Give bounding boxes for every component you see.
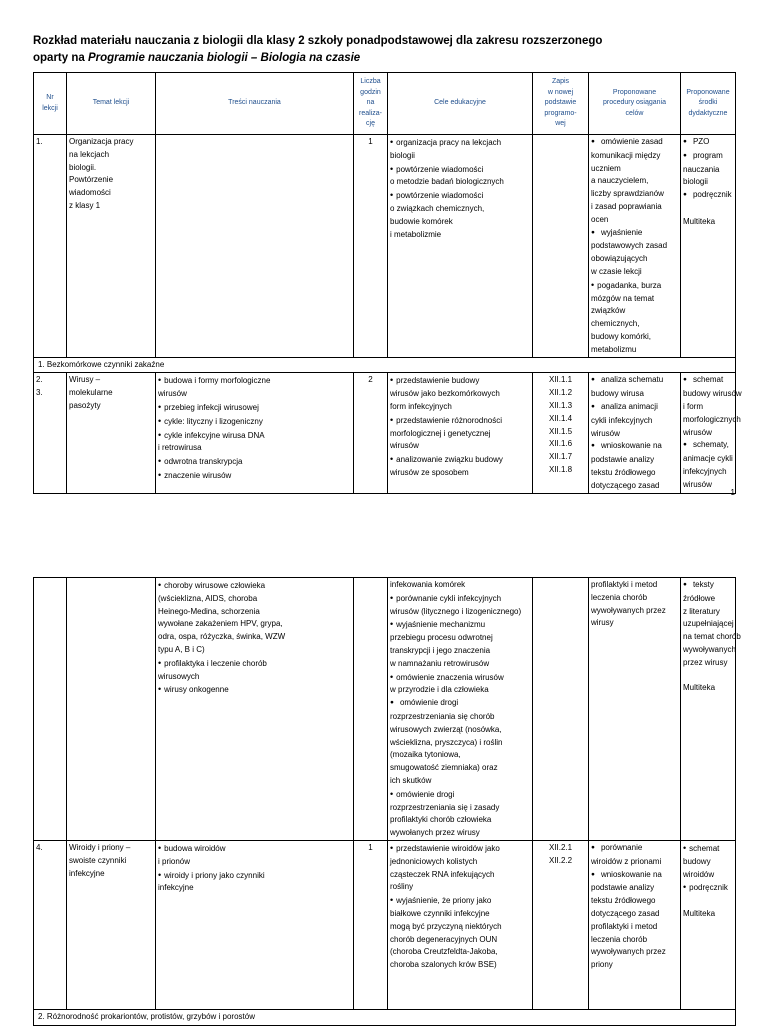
header-nr bbox=[34, 73, 67, 135]
text-line: Proponowane bbox=[612, 88, 657, 96]
text-line: biologii. bbox=[69, 162, 97, 172]
header-zapis bbox=[533, 73, 589, 135]
lesson-goals bbox=[388, 578, 533, 841]
text-line bbox=[683, 203, 733, 216]
bullet-item: • odwrotna transkrypcja bbox=[158, 455, 351, 469]
text-line: przez wirusy bbox=[683, 657, 728, 667]
lesson-goals bbox=[388, 373, 533, 493]
bullet-item: • przedstawienie wiroidów jako bbox=[390, 842, 530, 856]
text-line: z klasy 1 bbox=[69, 200, 101, 210]
text-line: rozprzestrzeniania się chorób bbox=[390, 711, 495, 721]
lesson-procedures bbox=[589, 578, 681, 841]
lesson-content bbox=[156, 578, 354, 841]
text-line bbox=[683, 670, 733, 683]
text-line: wirusy bbox=[591, 618, 614, 628]
bullet-item: ● analiza schematu bbox=[591, 374, 678, 388]
text-line: wirusów bbox=[683, 427, 712, 437]
text-line: uczniem bbox=[591, 163, 621, 173]
lesson-materials bbox=[681, 373, 742, 493]
bullet-item: • organizacja pracy na lekcjach bbox=[390, 136, 530, 150]
bullet-item: ● porównanie bbox=[591, 842, 678, 856]
text-line: XII.1.5 bbox=[548, 426, 573, 436]
section-row bbox=[34, 1009, 736, 1025]
text-line: budowy wirusa bbox=[591, 389, 644, 399]
text-line: celów bbox=[625, 109, 644, 117]
text-line: odra, ospa, różyczka, świnka, WZW bbox=[158, 632, 286, 642]
header-srodki bbox=[681, 73, 736, 135]
text-line: animacje cykli bbox=[683, 454, 733, 464]
curriculum-table-page-2 bbox=[33, 577, 741, 1026]
text-line: XII.1.7 bbox=[548, 452, 573, 462]
table-row bbox=[34, 840, 736, 1009]
lesson-materials bbox=[681, 840, 736, 1009]
text-line: w namnażaniu retrowirusów bbox=[390, 658, 490, 668]
lesson-topic bbox=[67, 135, 156, 358]
table-row bbox=[34, 135, 736, 358]
lesson-hours: 1 bbox=[354, 135, 388, 358]
text-line: Wirusy – bbox=[69, 375, 101, 385]
text-line: i form bbox=[683, 401, 703, 411]
bullet-item: • analizowanie związku budowy bbox=[390, 453, 530, 467]
text-line: Multiteka bbox=[683, 683, 716, 693]
bullet-item: • budowa i formy morfologiczne bbox=[158, 374, 351, 388]
text-line: procedury osiągania bbox=[602, 99, 667, 107]
text-line: XII.1.3 bbox=[548, 400, 573, 410]
bullet-item: • choroby wirusowe człowieka bbox=[158, 579, 351, 593]
text-line: Zapis bbox=[551, 78, 570, 86]
bullet-item: • wyjaśnienie mechanizmu bbox=[390, 618, 530, 632]
lesson-content bbox=[156, 840, 354, 1009]
text-line: tekstu źródłowego bbox=[591, 467, 656, 477]
text-line: dotyczącego zasad bbox=[591, 480, 660, 490]
text-line: priony bbox=[591, 960, 613, 970]
text-line: cząsteczek RNA infekujących bbox=[390, 869, 495, 879]
text-line: Powtórzenie bbox=[69, 175, 114, 185]
lesson-content bbox=[156, 373, 354, 493]
lesson-procedures bbox=[589, 373, 681, 493]
lesson-materials bbox=[681, 135, 736, 358]
text-line bbox=[683, 895, 733, 908]
text-line: godzin bbox=[360, 88, 381, 96]
lesson-content bbox=[156, 135, 354, 358]
text-line: w czasie lekcji bbox=[591, 266, 642, 276]
text-line: dotyczącego zasad bbox=[591, 908, 660, 918]
text-line: źródłowe bbox=[683, 593, 716, 603]
text-line: ich skutków bbox=[390, 775, 432, 785]
header-godziny bbox=[354, 73, 388, 135]
bullet-item: ● PZO bbox=[683, 136, 733, 150]
text-line: budowy bbox=[683, 856, 711, 866]
curriculum-codes bbox=[533, 135, 589, 358]
text-line: morfologicznej i genetycznej bbox=[390, 428, 491, 438]
text-line: wiroidów z prionami bbox=[591, 856, 662, 866]
text-line: form infekcyjnych bbox=[390, 401, 452, 411]
text-line: i retrowirusa bbox=[158, 443, 202, 453]
bullet-item: • budowa wiroidów bbox=[158, 842, 351, 856]
text-line: profilaktyki i metod bbox=[591, 921, 658, 931]
table-row bbox=[34, 578, 736, 841]
text-line: o metodzie badań biologicznych bbox=[390, 177, 504, 187]
text-line: typu A, B i C) bbox=[158, 644, 205, 654]
text-line: 2. bbox=[36, 375, 43, 385]
text-line: związków bbox=[591, 306, 626, 316]
text-line: morfologicznych bbox=[683, 414, 741, 424]
text-line: (mozaika tytoniowa, bbox=[390, 750, 461, 760]
text-line: pasożyty bbox=[69, 400, 101, 410]
text-line: na lekcjach bbox=[69, 149, 110, 159]
bullet-item: ● podręcznik bbox=[683, 189, 733, 203]
text-line: Organizacja pracy bbox=[69, 137, 134, 146]
text-line: infekcyjne bbox=[69, 868, 105, 878]
text-line: Proponowane bbox=[686, 88, 730, 96]
text-line: wiroidów bbox=[683, 869, 715, 879]
text-line: chorób degeneracyjnych OUN bbox=[390, 934, 498, 944]
section-title: 1. Bezkomórkowe czynniki zakaźne bbox=[34, 357, 736, 373]
curriculum-codes bbox=[533, 578, 589, 841]
text-line: wirusowych bbox=[158, 671, 200, 681]
text-line: leczenia chorób bbox=[591, 934, 648, 944]
text-line: budowy komórki, bbox=[591, 331, 652, 341]
text-line: infekcyjnych bbox=[683, 466, 727, 476]
header-row bbox=[34, 73, 736, 135]
title-line-2: oparty na Programie nauczania biologii – Biologia na czasie bbox=[33, 52, 361, 64]
header-temat bbox=[67, 73, 156, 135]
lesson-materials bbox=[681, 578, 741, 841]
document-title bbox=[33, 33, 733, 67]
text-line: cję bbox=[366, 120, 375, 128]
lesson-topic bbox=[67, 578, 156, 841]
text-line: XII.1.8 bbox=[548, 464, 573, 474]
text-line: i prionów bbox=[158, 856, 191, 866]
curriculum-table-page-1 bbox=[33, 72, 742, 494]
text-line: wirusowych zwierząt (nosówka, bbox=[390, 724, 502, 734]
text-line: (wścieklizna, AIDS, choroba bbox=[158, 593, 258, 603]
text-line: Nr bbox=[46, 94, 54, 102]
text-line: 3. bbox=[36, 388, 43, 398]
bullet-item: ● omówienie drogi bbox=[390, 697, 530, 711]
bullet-item: • przedstawienie różnorodności bbox=[390, 414, 530, 428]
text-line: ocen bbox=[591, 214, 609, 224]
lesson-procedures bbox=[589, 135, 681, 358]
text-line: profilaktyki i metod bbox=[591, 580, 658, 589]
text-line: na temat chorób bbox=[683, 632, 741, 642]
bullet-item: • podręcznik bbox=[683, 881, 733, 895]
section-title: 2. Różnorodność prokariontów, protistów, grzybów i porostów bbox=[34, 1009, 736, 1025]
text-line: Temat lekcji bbox=[92, 99, 130, 107]
text-line: Treści nauczania bbox=[228, 99, 281, 107]
title-line-1: Rozkład materiału nauczania z biologii dla klasy 2 szkoły ponadpodstawowej dla zakresu rozszerzonego bbox=[33, 35, 603, 47]
bullet-item: • cykle: lityczny i lizogeniczny bbox=[158, 415, 351, 429]
bullet-item: • pogadanka, burza bbox=[591, 279, 678, 293]
text-line: swoiste czynniki bbox=[69, 855, 127, 865]
text-line: podstawowych zasad bbox=[591, 241, 668, 251]
bullet-item: ● teksty bbox=[683, 579, 733, 593]
text-line: jednoniciowych kolistych bbox=[390, 856, 478, 866]
lesson-hours: 1 bbox=[354, 840, 388, 1009]
text-line: profilaktyki chorób człowieka bbox=[390, 815, 492, 825]
bullet-item: • powtórzenie wiadomości bbox=[390, 163, 530, 177]
bullet-item: • przebieg infekcji wirusowej bbox=[158, 401, 351, 415]
text-line: biologii bbox=[683, 177, 708, 187]
text-line: budowie komórek bbox=[390, 216, 453, 226]
text-line: podstawie analizy bbox=[591, 883, 655, 893]
bullet-item: • profilaktyka i leczenie chorób bbox=[158, 657, 351, 671]
text-line: infekowania komórek bbox=[390, 580, 466, 589]
curriculum-codes bbox=[533, 373, 589, 493]
text-line: wirusów ze sposobem bbox=[390, 467, 469, 477]
text-line: mogą być przyczyną niektórych bbox=[390, 921, 502, 931]
text-line: Multiteka bbox=[683, 908, 716, 918]
text-line: o związkach chemicznych, bbox=[390, 203, 485, 213]
lesson-number bbox=[34, 578, 67, 841]
lesson-topic bbox=[67, 373, 156, 493]
lesson-number bbox=[34, 373, 67, 493]
text-line: komunikacji między bbox=[591, 150, 661, 160]
text-line: programo- bbox=[544, 109, 577, 117]
text-line: rośliny bbox=[390, 882, 414, 892]
text-line: wirusów (litycznego i lizogenicznego) bbox=[390, 606, 522, 616]
text-line: w przyrodzie i dla człowieka bbox=[390, 685, 489, 695]
text-line: lekcji bbox=[42, 104, 58, 112]
bullet-item: ● schemat bbox=[683, 374, 733, 388]
text-line: i zasad poprawiania bbox=[591, 201, 662, 211]
lesson-topic bbox=[67, 840, 156, 1009]
text-line: wirusów bbox=[390, 441, 419, 451]
text-line: Multiteka bbox=[683, 216, 716, 226]
text-line: białkowe czynniki infekcyjne bbox=[390, 908, 490, 918]
text-line: (choroba Creutzfeldta-Jakoba, bbox=[390, 947, 498, 957]
text-line: z literatury bbox=[683, 606, 720, 616]
bullet-item: ● wnioskowanie na bbox=[591, 869, 678, 883]
text-line: wej bbox=[555, 120, 566, 128]
text-line: wirusów bbox=[158, 389, 187, 399]
bullet-item: • omówienie drogi bbox=[390, 788, 530, 802]
text-line: transkrypcji i jego znaczenia bbox=[390, 645, 491, 655]
text-line: infekcyjne bbox=[158, 883, 194, 893]
lesson-goals bbox=[388, 135, 533, 358]
bullet-item: • przedstawienie budowy bbox=[390, 374, 530, 388]
header-cele bbox=[388, 73, 533, 135]
text-line: XII.1.1 bbox=[548, 375, 573, 385]
page-number: 1 bbox=[730, 488, 735, 497]
bullet-item: • porównanie cykli infekcyjnych bbox=[390, 592, 530, 606]
text-line: metabolizmu bbox=[591, 344, 637, 354]
text-line: w nowej bbox=[547, 88, 574, 96]
bullet-item: • wirusy onkogenne bbox=[158, 683, 351, 697]
text-line: leczenia chorób bbox=[591, 592, 648, 602]
text-line: mózgów na temat bbox=[591, 293, 655, 303]
text-line: i metabolizmie bbox=[390, 229, 442, 239]
section-row bbox=[34, 357, 736, 373]
text-line: przebiegu procesu odwrotnej bbox=[390, 633, 493, 643]
text-line: wywoływanych bbox=[683, 644, 736, 654]
text-line: XII.2.2 bbox=[548, 855, 573, 865]
text-line: molekularne bbox=[69, 388, 113, 398]
bullet-item: • cykle infekcyjne wirusa DNA bbox=[158, 429, 351, 443]
header-tresci bbox=[156, 73, 354, 135]
text-line: smugowatość ziemniaka) oraz bbox=[390, 763, 498, 773]
text-line: wywołanych przez wirusy bbox=[390, 828, 480, 838]
text-line: choroba szalonych krów BSE) bbox=[390, 960, 497, 970]
text-line: chemicznych, bbox=[591, 319, 640, 329]
bullet-item: • omówienie znaczenia wirusów bbox=[390, 671, 530, 685]
text-line: XII.1.6 bbox=[548, 439, 573, 449]
lesson-hours: 2 bbox=[354, 373, 388, 493]
text-line: cykli infekcyjnych bbox=[591, 415, 653, 425]
bullet-item: ● program bbox=[683, 150, 733, 164]
text-line: podstawie bbox=[544, 99, 577, 107]
text-line: realiza- bbox=[359, 109, 382, 117]
bullet-item: ● wnioskowanie na bbox=[591, 440, 678, 454]
text-line: obowiązujących bbox=[591, 254, 648, 264]
text-line: tekstu źródłowego bbox=[591, 896, 656, 906]
text-line: Heinego-Medina, schorzenia bbox=[158, 606, 260, 616]
bullet-item: ● omówienie zasad bbox=[591, 136, 678, 150]
text-line: uzupełniającej bbox=[683, 619, 734, 629]
text-line: XII.1.4 bbox=[548, 413, 573, 423]
text-line: Liczba bbox=[360, 78, 381, 86]
text-line: liczby sprawdzianów bbox=[591, 189, 664, 199]
lesson-hours bbox=[354, 578, 388, 841]
lesson-procedures bbox=[589, 840, 681, 1009]
lesson-number: 1. bbox=[34, 135, 67, 358]
text-line: XII.2.1 bbox=[548, 842, 573, 852]
text-line: wywołane zakażeniem HPV, grypa, bbox=[158, 619, 283, 629]
text-line: na bbox=[366, 99, 375, 107]
text-line: biologii bbox=[390, 150, 415, 160]
text-line: wywoływanych przez bbox=[591, 605, 666, 615]
bullet-item: • powtórzenie wiadomości bbox=[390, 189, 530, 203]
text-line: nauczania bbox=[683, 164, 720, 174]
text-line: wścieklizna, pryszczyca) i roślin bbox=[390, 737, 503, 747]
bullet-item: ● schematy, bbox=[683, 439, 733, 453]
text-line: Wiroidy i priony – bbox=[69, 842, 131, 852]
text-line: a nauczycielem, bbox=[591, 176, 649, 186]
bullet-item: ● analiza animacji bbox=[591, 401, 678, 415]
curriculum-codes bbox=[533, 840, 589, 1009]
bullet-item: • schemat bbox=[683, 842, 733, 856]
text-line: dydaktyczne bbox=[688, 109, 728, 117]
header-procedury bbox=[589, 73, 681, 135]
text-line: wywoływanych przez bbox=[591, 947, 666, 957]
text-line: Cele edukacyjne bbox=[434, 99, 486, 107]
bullet-item: • wiroidy i priony jako czynniki bbox=[158, 869, 351, 883]
text-line: XII.1.2 bbox=[548, 388, 573, 398]
lesson-number: 4. bbox=[34, 840, 67, 1009]
text-line: wiadomości bbox=[69, 188, 111, 198]
table-row bbox=[34, 373, 736, 493]
text-line: rozprzestrzeniania się i zasady bbox=[390, 802, 500, 812]
bullet-item: ● wyjaśnienie bbox=[591, 227, 678, 241]
text-line: budowy wirusów bbox=[683, 389, 742, 399]
text-line: podstawie analizy bbox=[591, 455, 655, 465]
bullet-item: • wyjaśnienie, że priony jako bbox=[390, 894, 530, 908]
lesson-goals bbox=[388, 840, 533, 1009]
bullet-item: • znaczenie wirusów bbox=[158, 469, 351, 483]
text-line: wirusów jako bezkomórkowych bbox=[390, 389, 500, 399]
text-line: wirusów bbox=[683, 479, 712, 489]
text-line: środki bbox=[698, 99, 718, 107]
text-line: wirusów bbox=[591, 428, 620, 438]
